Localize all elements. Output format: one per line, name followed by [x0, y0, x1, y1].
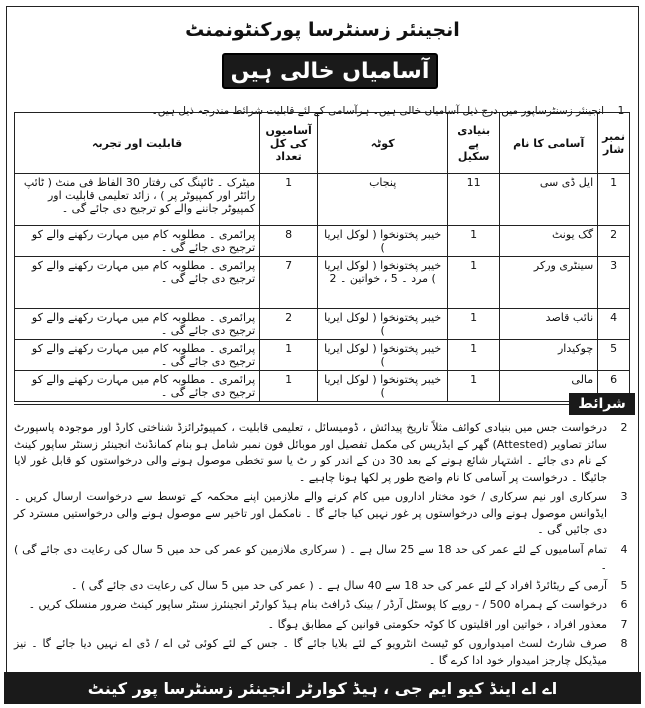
cell-pay-scale: 1	[448, 226, 500, 257]
header-post-name: آسامی کا نام	[500, 113, 598, 174]
cell-serial: 3	[598, 257, 630, 309]
condition-text: درخواست کے ہمراہ 500 / - روپے کا پوسٹل آرڈر / بینک ڈرافٹ بنام ہیڈ کوارٹر انجینئرز سنٹر ساپور کینٹ ضرور منسلک کریں ۔	[28, 598, 607, 611]
cell-quota: خیبر پختونخوا ( لوکل ایریا )	[318, 371, 448, 402]
condition-text: تمام آسامیوں کے لئے عمر کی حد 18 سے 25 سال ہے ۔ ( سرکاری ملازمین کو عمر کی حد میں 5 سال کی رعایت دی جائے گی ) ۔	[14, 542, 607, 572]
list-item	[14, 489, 635, 539]
condition-number: 3	[620, 490, 628, 503]
cell-total-posts: 1	[260, 340, 318, 371]
condition-text: سرکاری اور نیم سرکاری / خود مختار اداروں میں کام کرنے والے ملازمین اپنے محکمہ کے توسط سے درخواست ارسال کریں ۔ ایڈوانس موصول ہونے والی درخواستوں پر غور نہیں کیا جائے گا ۔ نامکمل اور تاخیر سے موصول ہونے والی درخواستیں مسترد کر دی جائیں گی ۔	[14, 490, 607, 536]
table-row	[15, 309, 630, 340]
condition-text: معذور افراد ، خواتین اور اقلیتوں کا کوٹہ حکومتی قوانین کے مطابق ہوگا ۔	[267, 617, 607, 631]
condition-number: 7	[620, 617, 628, 631]
list-item	[14, 420, 635, 486]
cell-pay-scale: 1	[448, 309, 500, 340]
list-item	[14, 597, 635, 614]
cell-quota: خیبر پختونخوا ( لوکل ایریا )	[318, 226, 448, 257]
cell-total-posts: 2	[260, 309, 318, 340]
condition-number: 4	[620, 542, 628, 556]
cell-post-name: مالی	[500, 371, 598, 402]
cell-total-posts: 1	[260, 174, 318, 226]
condition-number: 5	[620, 578, 628, 592]
cell-post-name: نائب قاصد	[500, 309, 598, 340]
cell-pay-scale: 1	[448, 371, 500, 402]
cell-serial: 2	[598, 226, 630, 257]
cell-pay-scale: 1	[448, 340, 500, 371]
cell-post-name: چوکیدار	[500, 340, 598, 371]
header-total-posts: آسامیوں کی کل تعداد	[260, 113, 318, 174]
cell-post-name: گک یونٹ	[500, 226, 598, 257]
footer-banner: اے اے اینڈ کیو ایم جی ، ہیڈ کوارٹر انجینئر زسنٹرسا پور کینٹ	[4, 672, 641, 704]
cell-qualification: پرائمری ۔ مطلوبہ کام میں مہارت رکھنے والے کو ترجیح دی جائے گی ۔	[15, 226, 260, 257]
condition-text: درخواست جس میں بنیادی کوائف مثلاً تاریخ پیدائش ، ڈومیسائل ، تعلیمی قابلیت ، کمپیوٹرائزڈ شناختی کارڈ اور موجودہ پاسپورٹ سائز تصاویر (Attested) گھر کے ایڈریس کی مکمل تفصیل اور موبائل فون نمبر شامل ہو بنام کمانڈنٹ انجینئر زسنٹر ساپور کینٹ کے نام دی جائے ۔ اشتہار شائع ہونے کے بعد 30 دن کے اندر کو ر ٹ یا سو تخطی موصول ہونے والی درخواستوں کو قابل غور لایا جائیگا ۔ درخواست پر آسامی کا نام واضح طور پر لکھا ہونا چاہیے ۔	[14, 421, 607, 484]
vacancies-table	[14, 112, 630, 402]
list-item	[14, 542, 635, 575]
condition-number: 6	[620, 598, 628, 611]
header-qualification: قابلیت اور تجربہ	[15, 113, 260, 174]
cell-post-name: سینٹری ورکر	[500, 257, 598, 309]
cell-qualification: میٹرک ۔ ٹائپنگ کی رفتار 30 الفاظ فی منٹ ( ٹائپ رائٹر اور کمپیوٹر پر ) ، زائد تعلیمی قابلیت اور کمپیوٹر جاننے والے کو ترجیح دی جائے گی ۔	[15, 174, 260, 226]
cell-serial: 4	[598, 309, 630, 340]
cell-quota: پنجاب	[318, 174, 448, 226]
cell-qualification: پرائمری ۔ مطلوبہ کام میں مہارت رکھنے والے کو ترجیح دی جائے گی ۔	[15, 340, 260, 371]
conditions-divider	[14, 404, 569, 405]
cell-qualification: پرائمری ۔ مطلوبہ کام میں مہارت رکھنے والے کو ترجیح دی جائے گی ۔	[15, 257, 260, 309]
header-quota: کوٹہ	[318, 113, 448, 174]
cell-qualification: پرائمری ۔ مطلوبہ کام میں مہارت رکھنے والے کو ترجیح دی جائے گی ۔	[15, 309, 260, 340]
condition-text: صرف شارٹ لسٹ امیدواروں کو ٹیسٹ انٹرویو کے لئے بلایا جائے گا ۔ جس کے لئے کوئی ٹی اے / ڈی اے نہیں دیا جائے گا ۔ نیز میڈیکل چارجز امیدوار خود ادا کرے گا ۔	[14, 637, 607, 667]
cell-serial: 5	[598, 340, 630, 371]
cell-quota: خیبر پختونخوا ( لوکل ایریا )	[318, 309, 448, 340]
condition-number: 2	[620, 421, 628, 434]
cell-total-posts: 1	[260, 371, 318, 402]
header-pay-scale: بنیادی پے سکیل	[448, 113, 500, 174]
table-row	[15, 340, 630, 371]
conditions-list	[14, 420, 635, 672]
cell-qualification: پرائمری ۔ مطلوبہ کام میں مہارت رکھنے والے کو ترجیح دی جائے گی ۔	[15, 371, 260, 402]
vacancies-banner: آسامیاں خالی ہیں	[222, 53, 438, 89]
conditions-heading: شرائط	[569, 393, 635, 415]
list-item	[14, 636, 635, 669]
condition-number: 8	[620, 637, 628, 650]
list-item	[14, 617, 635, 634]
list-item	[14, 578, 635, 595]
cell-serial: 1	[598, 174, 630, 226]
intro-text: انجینئر زسنٹرساپور میں درج ذیل آسامیاں خالی ہیں۔ ہرآسامی کے لئے قابلیت شرائط مندرجہ ذیل ہیں۔	[151, 105, 604, 117]
cell-post-name: ایل ڈی سی	[500, 174, 598, 226]
cell-pay-scale: 1	[448, 257, 500, 309]
intro-number: 1	[617, 105, 625, 117]
cell-total-posts: 8	[260, 226, 318, 257]
cell-total-posts: 7	[260, 257, 318, 309]
table-header-row	[15, 113, 630, 174]
table-row	[15, 257, 630, 309]
cell-quota: خیبر پختونخوا ( لوکل ایریا )	[318, 340, 448, 371]
condition-text: آرمی کے ریٹائرڈ افراد کے لئے عمر کی حد 18 سے 40 سال ہے ۔ ( عمر کی حد میں 5 سال کی رعایت دی جائے گی ) ۔	[71, 578, 607, 592]
table-row	[15, 371, 630, 402]
header-serial: نمبر شار	[598, 113, 630, 174]
table-row	[15, 174, 630, 226]
table-row	[15, 226, 630, 257]
cell-serial: 6	[598, 371, 630, 402]
cell-pay-scale: 11	[448, 174, 500, 226]
page-title: انجینئر زسنٹرسا پورکنٹونمنٹ	[185, 19, 460, 41]
cell-quota: خیبر پختونخوا ( لوکل ایریا ) مرد ۔ 5 ، خواتین ۔ 2	[318, 257, 448, 309]
